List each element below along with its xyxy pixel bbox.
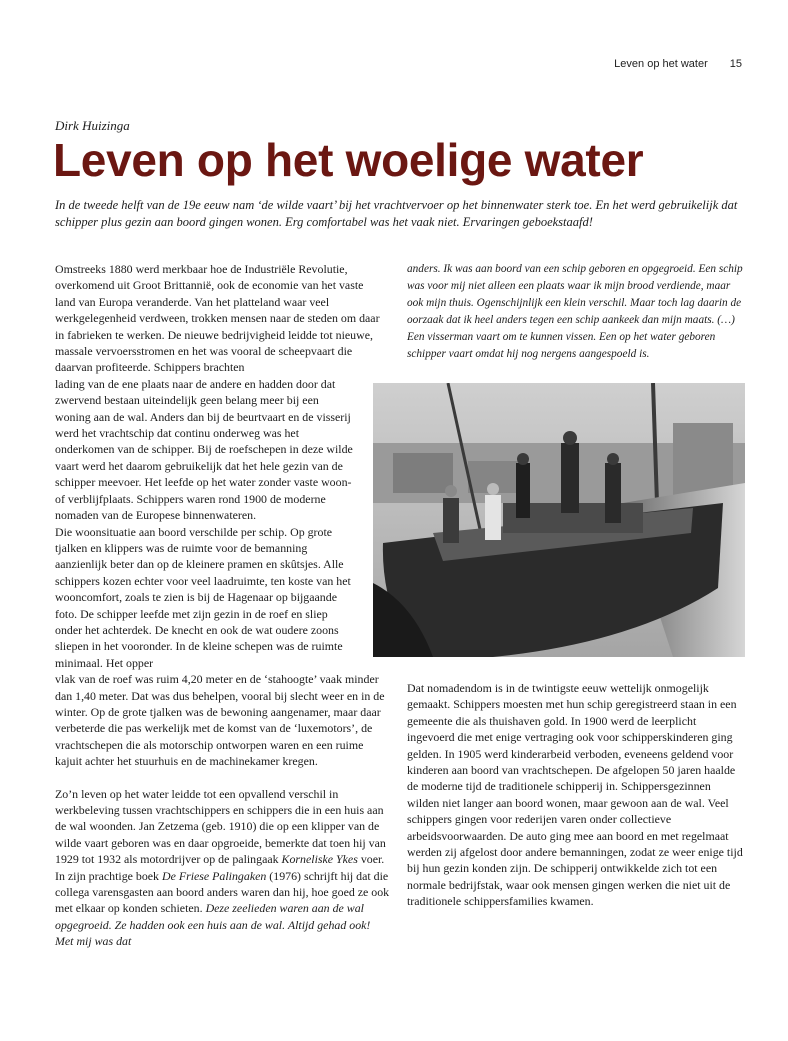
paragraph-2: Die woonsituatie aan boord verschilde per schip. Op grote tjalken en klippers was de ruimte voor de bemanning aanzienlijk beter dan op de kleinere pramen en skûtsjes. Alle schippers kozen echter voor veel laadruimte, ten koste van het wooncomfort, zoals te zien is bij de Hagenaar op bijgaande foto. De schipper leefde met zijn gezin in de roef en sliep onder het achterdek. De knecht en ook de wat oudere zoons sliepen in het vooronder. In de kleine schepen was de ruimte minimaal. Het opper xyxy=(55,524,351,670)
right-column-text: Dat nomadendom is in de twintigste eeuw wettelijk onmogelijk gemaakt. Schippers moesten met hun schip geregistreerd staan in een gemeente die als thuishaven gold. In 1900 werd de leerplicht ingevoerd die met enige vertraging ook voor schipperskinderen ging gelden. In 1905 werd kinderarbeid verboden, eveneens geldend voor kinderen aan boord van vrachtschepen. De afgelopen 50 jaren haalde de moderne tijd de traditionele schipperij in. Schippersgezinnen wilden niet langer aan boord wonen, maar gewoon aan de wal. Veel schippers gingen voor rederijen varen onder collectieve arbeidsvoorwaarden. De auto ging mee aan boord en met regelmaat werden zij afgelost door andere bemanningen, zodat ze weer enige tijd bij hun gezin konden zijn. De schipperij ontwikkelde zich tot een normale bedrijfstak, waar ook mensen gingen werken die niet uit de traditionele schippersfamilies kwamen. xyxy=(407,681,743,909)
paragraph-2-continued: vlak van de roef was ruim 4,20 meter en de ‘stahoogte’ vaak minder dan 1,40 meter. Dat was dus behelpen, vooral bij slecht weer en in de winter. Op de grote tjalken was de bewoning aangenamer, maar daar verbeterde die pas werkelijk met de komst van de ‘luxemotors’, de vrachtschepen die als motorschip ontworpen waren en een ruime kajuit achter het stuurhuis en de machinekamer kregen. xyxy=(55,672,385,769)
ship-name: Korneliske Ykes xyxy=(281,852,358,867)
paragraph-3 xyxy=(55,786,390,950)
paragraph-3-text-a: Zo’n leven op het water leidde tot een opvallend verschil in werkbeleving tussen vrachtschippers en schippers die in een huis aan de wal woonden. Jan Zetzema (geb. 1910) die op een klipper van de wilde vaart geboren was en daar opgroeide, bemerkte dat toen hij van 1929 tot 1932 als motordrijver op de palingaak xyxy=(55,786,386,867)
paragraph-gap xyxy=(55,770,385,786)
running-header xyxy=(614,58,742,70)
author-name: Dirk Huizinga xyxy=(55,118,130,133)
photo-illustration xyxy=(373,383,745,657)
quote-start: Deze zeelieden waren aan de wal opgegroeid. Ze hadden ook een huis aan de wal. Altijd gehad ook! Met mij was dat xyxy=(55,901,371,949)
article-intro: In de tweede helft van de 19e eeuw nam ‘de wilde vaart’ bij het vrachtvervoer op het binnenwater sterk toe. En het werd gebruikelijk dat schipper plus gezin aan boord gingen wonen. Erg comfortabel was het vaak niet. Ervaringen geboekstaafd! xyxy=(55,198,738,229)
left-column xyxy=(55,261,390,950)
book-title: De Friese Palingaken xyxy=(161,868,267,883)
barge-photo xyxy=(373,383,745,657)
paragraph-1-continued: lading van de ene plaats naar de andere en hadden door dat zwervend bestaan uiteindelijk geen belang meer bij een woning aan de wal. Anders dan bij de beurtvaart en de visserij werd het vrachtschip dat continu onderweg was het onderkomen van de schipper. Bij de roefschepen in deze wilde vaart werd het daarom gebruikelijk dat het hele gezin van de schipper meevoer. Het leefde op het water zonder vaste woon- of verblijfplaats. Schippers waren rond 1900 de moderne nomaden van de Europese binnenwateren. xyxy=(55,376,353,523)
page-number: 15 xyxy=(729,58,742,70)
paragraph-1: Omstreeks 1880 werd merkbaar hoe de Industriële Revolutie, overkomend uit Groot Brittannië, ook de economie van het vaste land van Europa veranderde. Van het platteland waar veel werkgelegenheid verdween, trokken mensen naar de steden om daar in fabrieken te werken. De nieuwe bedrijvigheid leidde tot nieuwe, massale vervoersstromen en het was vooral de scheepvaart die daarvan profiteerde. Schippers brachten xyxy=(55,262,380,375)
paragraph-3-text-c: (1976) schrijft hij dat die collega varensgasten aan boord anders waren dan hij, hoe goed ze ook met elkaar op konden schieten. xyxy=(55,868,390,916)
running-title: Leven op het water xyxy=(614,58,708,70)
right-column-quote: anders. Ik was aan boord van een schip geboren en opgegroeid. Een schip was voor mij niet alleen een plaats waar ik mijn brood verdiende, maar ook mijn thuis. Ogenschijnlijk een klein verschil. Maar toch lag daarin de oorzaak dat ik heel anders tegen een schip aankeek dan mijn maats. (…) Een visserman vaart om te kunnen vissen. Een op het water geboren schipper vaart omdat hij nog nergens aangespoeld is. xyxy=(407,263,743,361)
article-title: Leven op het woelige water xyxy=(53,134,644,186)
paragraph-3-text-b: voer. In zijn prachtige boek xyxy=(55,852,385,883)
